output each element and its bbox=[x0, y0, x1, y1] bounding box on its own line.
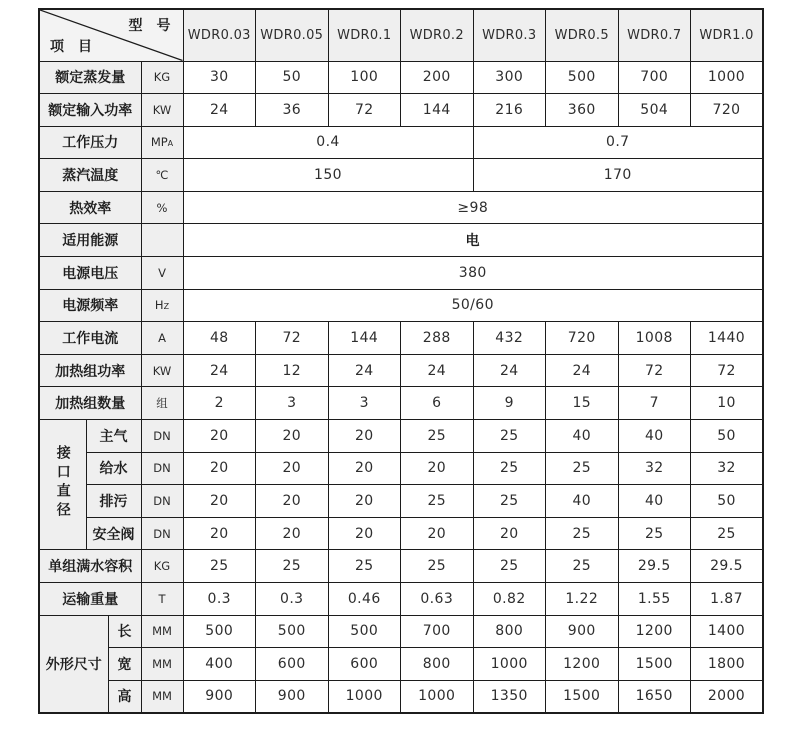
table-row bbox=[39, 550, 763, 583]
value-cell: 25 bbox=[546, 550, 619, 583]
sub-row-label: 高 bbox=[108, 680, 141, 713]
sub-row-label: 长 bbox=[108, 615, 141, 648]
model-header: WDR0.3 bbox=[473, 9, 546, 61]
value-cell: 3 bbox=[328, 387, 401, 420]
value-cell: 360 bbox=[546, 94, 619, 127]
value-cell: 15 bbox=[546, 387, 619, 420]
unit-cell: A bbox=[141, 322, 183, 355]
value-cell: 24 bbox=[183, 354, 256, 387]
value-cell: 24 bbox=[473, 354, 546, 387]
value-cell: 25 bbox=[618, 517, 691, 550]
unit-cell: T bbox=[141, 583, 183, 616]
unit-cell: DN bbox=[141, 485, 183, 518]
value-cell: 1000 bbox=[328, 680, 401, 713]
value-cell: 700 bbox=[401, 615, 474, 648]
table-row bbox=[39, 648, 763, 681]
sub-row-label: 排污 bbox=[86, 485, 141, 518]
value-cell: 25 bbox=[401, 420, 474, 453]
value-cell: 216 bbox=[473, 94, 546, 127]
unit-cell: MPa bbox=[141, 126, 183, 159]
value-cell: 504 bbox=[618, 94, 691, 127]
value-cell: 1440 bbox=[691, 322, 764, 355]
value-cell: 24 bbox=[546, 354, 619, 387]
value-cell: 20 bbox=[256, 420, 329, 453]
row-label: 蒸汽温度 bbox=[39, 159, 141, 192]
value-cell: 72 bbox=[256, 322, 329, 355]
row-label: 电源电压 bbox=[39, 257, 141, 290]
value-cell: 0.4 bbox=[183, 126, 473, 159]
group-label-dimensions: 外形尺寸 bbox=[39, 615, 108, 713]
unit-cell: KG bbox=[141, 61, 183, 94]
value-cell: 800 bbox=[401, 648, 474, 681]
value-cell: 50/60 bbox=[183, 289, 763, 322]
value-cell: 20 bbox=[256, 452, 329, 485]
row-label: 运输重量 bbox=[39, 583, 141, 616]
unit-cell bbox=[141, 224, 183, 257]
value-cell: 600 bbox=[328, 648, 401, 681]
table-row bbox=[39, 94, 763, 127]
unit-cell: MM bbox=[141, 648, 183, 681]
value-cell: 1.55 bbox=[618, 583, 691, 616]
value-cell: 20 bbox=[473, 517, 546, 550]
value-cell: 36 bbox=[256, 94, 329, 127]
value-cell: 7 bbox=[618, 387, 691, 420]
value-cell: 0.3 bbox=[183, 583, 256, 616]
value-cell: 170 bbox=[473, 159, 763, 192]
value-cell: 48 bbox=[183, 322, 256, 355]
unit-cell: Hz bbox=[141, 289, 183, 322]
corner-cell bbox=[39, 9, 183, 61]
value-cell: 20 bbox=[183, 517, 256, 550]
value-cell: 25 bbox=[473, 485, 546, 518]
value-cell: 100 bbox=[328, 61, 401, 94]
value-cell: 20 bbox=[183, 420, 256, 453]
value-cell: 20 bbox=[256, 485, 329, 518]
value-cell: 1000 bbox=[473, 648, 546, 681]
unit-cell: % bbox=[141, 191, 183, 224]
value-cell: 32 bbox=[618, 452, 691, 485]
value-cell: 24 bbox=[401, 354, 474, 387]
table-row bbox=[39, 615, 763, 648]
value-cell: 20 bbox=[328, 452, 401, 485]
value-cell: 1.87 bbox=[691, 583, 764, 616]
row-label: 加热组功率 bbox=[39, 354, 141, 387]
value-cell: 3 bbox=[256, 387, 329, 420]
value-cell: 1650 bbox=[618, 680, 691, 713]
unit-cell: V bbox=[141, 257, 183, 290]
value-cell: 1.22 bbox=[546, 583, 619, 616]
value-cell: 400 bbox=[183, 648, 256, 681]
unit-cell: KW bbox=[141, 94, 183, 127]
value-cell: 900 bbox=[183, 680, 256, 713]
value-cell: 1000 bbox=[691, 61, 764, 94]
row-label: 额定输入功率 bbox=[39, 94, 141, 127]
unit-cell: 组 bbox=[141, 387, 183, 420]
value-cell: 25 bbox=[401, 550, 474, 583]
value-cell: 20 bbox=[401, 452, 474, 485]
model-header: WDR0.1 bbox=[328, 9, 401, 61]
table-row bbox=[39, 583, 763, 616]
unit-cell: KW bbox=[141, 354, 183, 387]
table-row bbox=[39, 387, 763, 420]
table-row bbox=[39, 191, 763, 224]
model-header: WDR0.05 bbox=[256, 9, 329, 61]
value-cell: ≥98 bbox=[183, 191, 763, 224]
table-row bbox=[39, 322, 763, 355]
sub-row-label: 宽 bbox=[108, 648, 141, 681]
unit-cell: DN bbox=[141, 420, 183, 453]
value-cell: 25 bbox=[473, 550, 546, 583]
value-cell: 1500 bbox=[618, 648, 691, 681]
value-cell: 72 bbox=[618, 354, 691, 387]
value-cell: 25 bbox=[256, 550, 329, 583]
model-header: WDR0.2 bbox=[401, 9, 474, 61]
value-cell: 1200 bbox=[618, 615, 691, 648]
sub-row-label: 给水 bbox=[86, 452, 141, 485]
row-label: 电源频率 bbox=[39, 289, 141, 322]
spec-table bbox=[38, 8, 764, 714]
value-cell: 25 bbox=[473, 420, 546, 453]
value-cell: 24 bbox=[328, 354, 401, 387]
value-cell: 1200 bbox=[546, 648, 619, 681]
value-cell: 500 bbox=[328, 615, 401, 648]
value-cell: 20 bbox=[328, 420, 401, 453]
table-row bbox=[39, 224, 763, 257]
value-cell: 6 bbox=[401, 387, 474, 420]
sub-row-label: 安全阀 bbox=[86, 517, 141, 550]
value-cell: 24 bbox=[183, 94, 256, 127]
value-cell: 200 bbox=[401, 61, 474, 94]
table-row bbox=[39, 354, 763, 387]
value-cell: 72 bbox=[691, 354, 764, 387]
value-cell: 25 bbox=[328, 550, 401, 583]
value-cell: 25 bbox=[546, 517, 619, 550]
header-row bbox=[39, 9, 763, 61]
row-label: 适用能源 bbox=[39, 224, 141, 257]
value-cell: 1500 bbox=[546, 680, 619, 713]
table-row bbox=[39, 61, 763, 94]
value-cell: 1350 bbox=[473, 680, 546, 713]
value-cell: 20 bbox=[328, 485, 401, 518]
value-cell: 20 bbox=[256, 517, 329, 550]
value-cell: 1400 bbox=[691, 615, 764, 648]
sub-row-label: 主气 bbox=[86, 420, 141, 453]
corner-label-model: 型 号 bbox=[128, 18, 171, 34]
value-cell: 25 bbox=[401, 485, 474, 518]
value-cell: 25 bbox=[691, 517, 764, 550]
value-cell: 144 bbox=[328, 322, 401, 355]
value-cell: 电 bbox=[183, 224, 763, 257]
value-cell: 144 bbox=[401, 94, 474, 127]
value-cell: 29.5 bbox=[691, 550, 764, 583]
value-cell: 600 bbox=[256, 648, 329, 681]
value-cell: 25 bbox=[183, 550, 256, 583]
table-row bbox=[39, 257, 763, 290]
table-row bbox=[39, 420, 763, 453]
value-cell: 25 bbox=[546, 452, 619, 485]
unit-cell: ℃ bbox=[141, 159, 183, 192]
value-cell: 0.7 bbox=[473, 126, 763, 159]
value-cell: 40 bbox=[618, 420, 691, 453]
unit-cell: MM bbox=[141, 615, 183, 648]
value-cell: 720 bbox=[546, 322, 619, 355]
unit-cell: KG bbox=[141, 550, 183, 583]
table-row bbox=[39, 485, 763, 518]
value-cell: 29.5 bbox=[618, 550, 691, 583]
value-cell: 40 bbox=[546, 420, 619, 453]
value-cell: 1800 bbox=[691, 648, 764, 681]
value-cell: 800 bbox=[473, 615, 546, 648]
value-cell: 20 bbox=[183, 485, 256, 518]
value-cell: 500 bbox=[256, 615, 329, 648]
value-cell: 25 bbox=[473, 452, 546, 485]
value-cell: 50 bbox=[691, 420, 764, 453]
row-label: 额定蒸发量 bbox=[39, 61, 141, 94]
value-cell: 12 bbox=[256, 354, 329, 387]
value-cell: 72 bbox=[328, 94, 401, 127]
model-header: WDR0.03 bbox=[183, 9, 256, 61]
group-label-pipe-diameter: 接口直径 bbox=[39, 420, 86, 550]
corner-label-item: 项 目 bbox=[50, 38, 92, 55]
model-header: WDR1.0 bbox=[691, 9, 764, 61]
unit-cell: DN bbox=[141, 517, 183, 550]
value-cell: 32 bbox=[691, 452, 764, 485]
row-label: 加热组数量 bbox=[39, 387, 141, 420]
value-cell: 40 bbox=[618, 485, 691, 518]
value-cell: 50 bbox=[691, 485, 764, 518]
value-cell: 20 bbox=[328, 517, 401, 550]
table-row bbox=[39, 680, 763, 713]
value-cell: 0.63 bbox=[401, 583, 474, 616]
row-label: 单组满水容积 bbox=[39, 550, 141, 583]
row-label: 工作电流 bbox=[39, 322, 141, 355]
value-cell: 300 bbox=[473, 61, 546, 94]
value-cell: 1008 bbox=[618, 322, 691, 355]
value-cell: 900 bbox=[256, 680, 329, 713]
value-cell: 0.3 bbox=[256, 583, 329, 616]
table-row bbox=[39, 289, 763, 322]
table-row bbox=[39, 517, 763, 550]
row-label: 热效率 bbox=[39, 191, 141, 224]
value-cell: 40 bbox=[546, 485, 619, 518]
value-cell: 0.46 bbox=[328, 583, 401, 616]
model-header: WDR0.5 bbox=[546, 9, 619, 61]
table-row bbox=[39, 159, 763, 192]
value-cell: 10 bbox=[691, 387, 764, 420]
value-cell: 1000 bbox=[401, 680, 474, 713]
value-cell: 500 bbox=[183, 615, 256, 648]
value-cell: 900 bbox=[546, 615, 619, 648]
value-cell: 2 bbox=[183, 387, 256, 420]
value-cell: 0.82 bbox=[473, 583, 546, 616]
value-cell: 2000 bbox=[691, 680, 764, 713]
table-row bbox=[39, 452, 763, 485]
value-cell: 288 bbox=[401, 322, 474, 355]
unit-cell: MM bbox=[141, 680, 183, 713]
value-cell: 150 bbox=[183, 159, 473, 192]
value-cell: 700 bbox=[618, 61, 691, 94]
table-row bbox=[39, 126, 763, 159]
value-cell: 9 bbox=[473, 387, 546, 420]
model-header: WDR0.7 bbox=[618, 9, 691, 61]
value-cell: 20 bbox=[183, 452, 256, 485]
value-cell: 20 bbox=[401, 517, 474, 550]
value-cell: 50 bbox=[256, 61, 329, 94]
value-cell: 380 bbox=[183, 257, 763, 290]
unit-cell: DN bbox=[141, 452, 183, 485]
row-label: 工作压力 bbox=[39, 126, 141, 159]
value-cell: 500 bbox=[546, 61, 619, 94]
value-cell: 720 bbox=[691, 94, 764, 127]
value-cell: 30 bbox=[183, 61, 256, 94]
value-cell: 432 bbox=[473, 322, 546, 355]
